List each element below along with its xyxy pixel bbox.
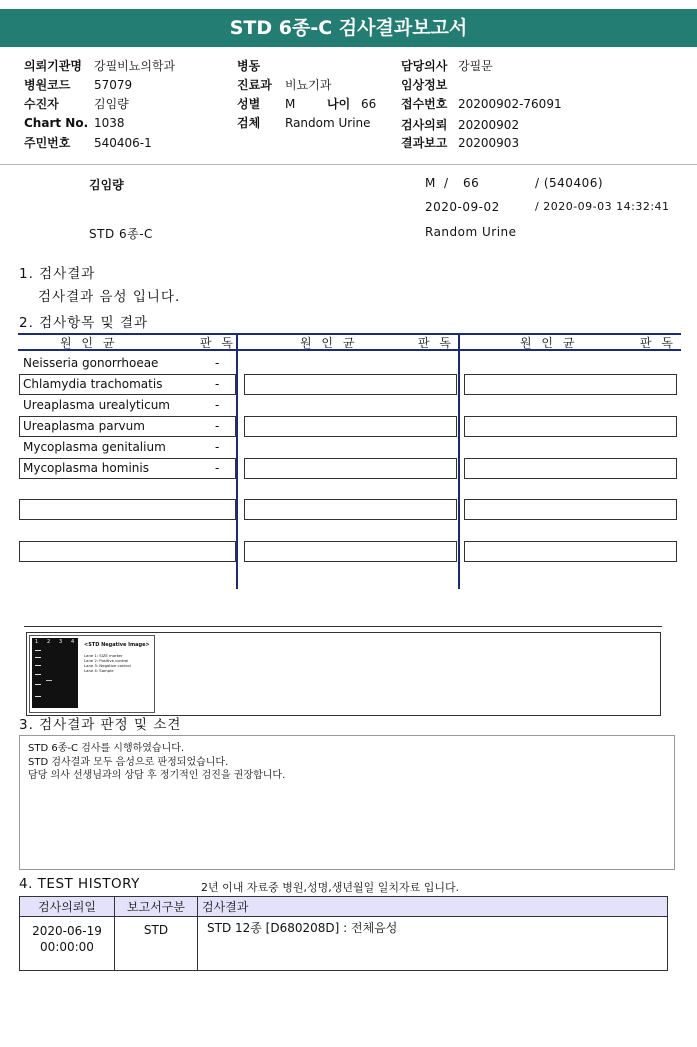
history-note: 2년 이내 자료중 병원,성명,생년월일 일치자료 입니다. <box>201 881 460 894</box>
info-age: 나이 66 <box>327 97 377 111</box>
summary-reported: / 2020-09-03 14:32:41 <box>535 200 670 213</box>
organism-name: Ureaplasma urealyticum <box>23 398 170 412</box>
info-sex: 성별 M <box>237 97 296 111</box>
organism-result: - <box>215 377 220 391</box>
lane-label: 3 <box>59 639 63 645</box>
divider <box>0 164 697 165</box>
info-request-date: 검사의뢰 20200902 <box>401 118 520 132</box>
organism-result: - <box>215 419 220 433</box>
lane-label: 4 <box>71 639 75 645</box>
history-date: 2020-06-19 00:00:00 <box>20 917 115 971</box>
result-row-box <box>464 541 677 562</box>
result-row-box <box>244 374 457 395</box>
opinion-text: STD 6종-C 검사를 시행하였습니다. STD 검사결과 모두 음성으로 판정되었습니다. 담당 의사 선생님과의 상담 후 정기적인 검진을 권장합니다. <box>28 743 286 781</box>
info-patient: 수진자 김임량 <box>24 97 129 111</box>
organism-name: Mycoplasma hominis <box>23 461 149 475</box>
organism-name: Chlamydia trachomatis <box>23 377 163 391</box>
info-specimen: 검체 Random Urine <box>237 116 371 130</box>
lane-label: 1 <box>35 639 39 645</box>
organism-name: Neisseria gonorrhoeae <box>23 356 159 370</box>
summary-received: 2020-09-02 <box>425 200 500 214</box>
result-row-box <box>464 499 677 520</box>
history-result: STD 12종 [D680208D] : 전체음성 <box>198 917 668 971</box>
summary-slash: / <box>444 176 449 190</box>
section1-title: 1. 검사결과 <box>19 266 96 282</box>
organism-name: Ureaplasma parvum <box>23 419 145 433</box>
lane-label: 2 <box>47 639 51 645</box>
result-row-box <box>244 499 457 520</box>
organism-result: - <box>215 440 220 454</box>
info-receipt-no: 접수번호 20200902-76091 <box>401 97 562 111</box>
col-header-organism-3: 원 인 균 <box>520 336 578 350</box>
info-hospital: 의뢰기관명 강필비뇨의학과 <box>24 59 176 73</box>
info-clinical: 임상정보 <box>401 78 448 92</box>
info-report-date: 결과보고 20200903 <box>401 136 520 150</box>
info-department: 진료과 비뇨기과 <box>237 78 332 92</box>
table-col-divider-2 <box>458 333 460 589</box>
result-row-box <box>464 416 677 437</box>
info-resident-no: 주민번호 540406-1 <box>24 136 152 150</box>
result-row-box <box>244 458 457 479</box>
summary-test: STD 6종-C <box>89 227 153 241</box>
organism-result: - <box>215 398 220 412</box>
info-doctor: 담당의사 강필문 <box>401 59 493 73</box>
history-type: STD <box>115 917 198 971</box>
info-ward: 병동 <box>237 59 261 73</box>
gel-caption-title: <STD Negative Image> <box>84 642 150 648</box>
table-col-divider-1 <box>236 333 238 589</box>
history-table <box>19 896 668 971</box>
result-row-box <box>464 458 677 479</box>
col-header-result-1: 판 독 <box>200 336 236 350</box>
organism-result: - <box>215 356 220 370</box>
summary-age: 66 <box>463 176 480 190</box>
info-hospital-code: 병원코드 57079 <box>24 78 133 92</box>
opinion-box <box>19 735 675 870</box>
col-header-result-3: 판 독 <box>640 336 676 350</box>
result-row-box <box>19 499 236 520</box>
organism-result: - <box>215 461 220 475</box>
result-row-box <box>244 416 457 437</box>
gel-image-frame <box>26 632 661 716</box>
history-col-type: 보고서구분 <box>115 897 198 917</box>
result-row-box <box>19 541 236 562</box>
history-col-date: 검사의뢰일 <box>20 897 115 917</box>
summary-specimen: Random Urine <box>425 225 517 239</box>
info-chart-no: Chart No. 1038 <box>24 116 125 130</box>
section2-title: 2. 검사항목 및 결과 <box>19 315 149 331</box>
image-top-line <box>24 626 662 627</box>
report-title: STD 6종-C 검사결과보고서 <box>0 9 697 47</box>
table-row <box>20 917 668 971</box>
section4-title: 4. TEST HISTORY <box>19 876 140 892</box>
gel-caption: Lane 1: SIZE marker Lane 2: Positive control Lane 3: Negative control Lane 4: Sample <box>84 653 131 673</box>
result-row-box <box>244 541 457 562</box>
col-header-organism-2: 원 인 균 <box>300 336 358 350</box>
summary-sex: M <box>425 176 436 190</box>
gel-image <box>32 638 78 708</box>
summary-name: 김임량 <box>89 178 124 192</box>
col-header-result-2: 판 독 <box>418 336 454 350</box>
col-header-organism-1: 원 인 균 <box>60 336 118 350</box>
history-col-result: 검사결과 <box>198 897 668 917</box>
summary-id: / (540406) <box>535 176 604 190</box>
gel-image-panel <box>29 635 155 713</box>
section3-title: 3. 검사결과 판정 및 소견 <box>19 717 182 733</box>
result-row-box <box>464 374 677 395</box>
section1-text: 검사결과 음성 입니다. <box>38 289 181 305</box>
organism-name: Mycoplasma genitalium <box>23 440 166 454</box>
